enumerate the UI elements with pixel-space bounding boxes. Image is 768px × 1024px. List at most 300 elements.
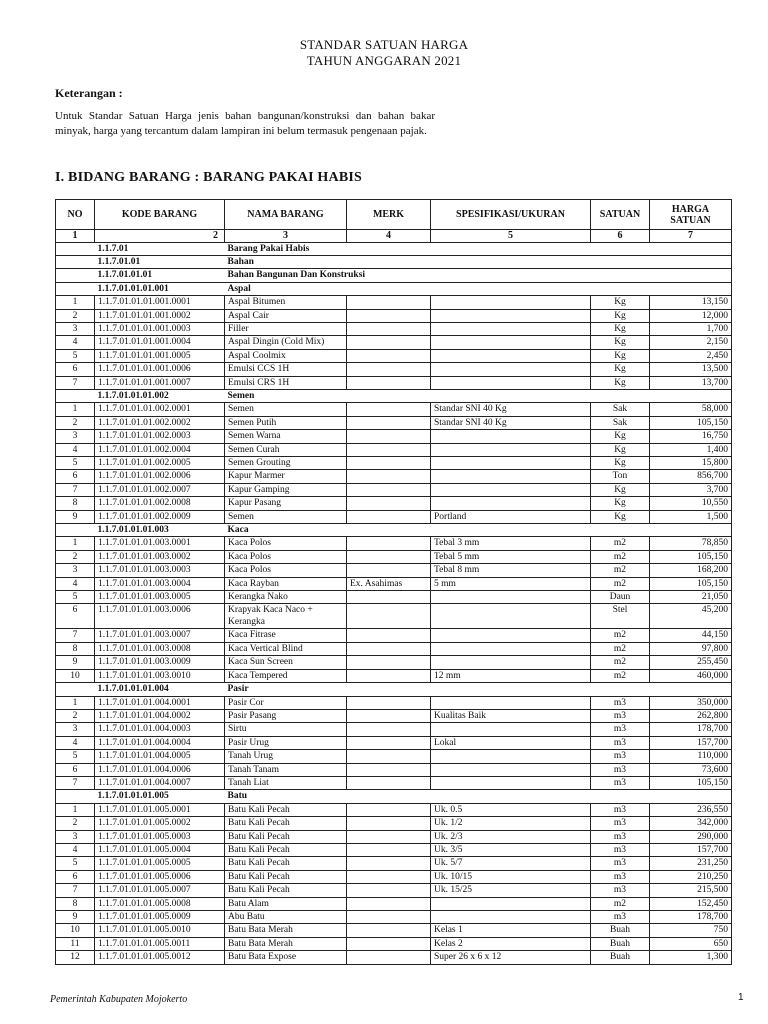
- cell-harga: 460,000: [650, 669, 732, 682]
- cell-merk: [347, 911, 431, 924]
- cell-harga: 255,450: [650, 656, 732, 669]
- price-table: [55, 199, 732, 965]
- cell-satuan: m3: [591, 884, 650, 897]
- cell-nama: Kapur Gamping: [225, 483, 347, 496]
- cell-no: 6: [56, 763, 95, 776]
- cell-satuan: m3: [591, 709, 650, 722]
- cell-satuan: Kg: [591, 510, 650, 523]
- cell-no: 5: [56, 857, 95, 870]
- cell-harga: 215,500: [650, 884, 732, 897]
- cell-no: 7: [56, 629, 95, 642]
- cell-satuan: Kg: [591, 376, 650, 389]
- cell-no: 4: [56, 577, 95, 590]
- cell-kode: 1.1.7.01.01.01.004.0007: [95, 776, 225, 789]
- cell-spesifikasi: [431, 696, 591, 709]
- cell-spesifikasi: [431, 629, 591, 642]
- table-row: [56, 830, 732, 843]
- column-number: 7: [650, 230, 732, 243]
- table-row: [56, 937, 732, 950]
- table-row: [56, 629, 732, 642]
- table-row: [56, 550, 732, 563]
- group-row: [56, 242, 732, 255]
- cell-nama: Emulsi CRS 1H: [225, 376, 347, 389]
- cell-spesifikasi: [431, 309, 591, 322]
- cell-nama: Aspal Dingin (Cold Mix): [225, 336, 347, 349]
- cell-harga: 13,700: [650, 376, 732, 389]
- cell-nama: Batu Bata Expose: [225, 951, 347, 964]
- cell-kode: 1.1.7.01.01.01.001.0006: [95, 363, 225, 376]
- footer-institution: Pemerintah Kabupaten Mojokerto: [50, 994, 188, 1005]
- cell-satuan: Stel: [591, 604, 650, 629]
- table-row: [56, 470, 732, 483]
- cell-merk: [347, 336, 431, 349]
- cell-merk: Ex. Asahimas: [347, 577, 431, 590]
- cell-merk: [347, 510, 431, 523]
- cell-satuan: m3: [591, 803, 650, 816]
- table-row: [56, 363, 732, 376]
- cell-harga: 105,150: [650, 416, 732, 429]
- cell-no: 4: [56, 443, 95, 456]
- cell-harga: 750: [650, 924, 732, 937]
- group-row: [56, 269, 732, 282]
- table-row: [56, 817, 732, 830]
- cell-nama: Batu Kali Pecah: [225, 843, 347, 856]
- cell-merk: [347, 564, 431, 577]
- cell-harga: 1,400: [650, 443, 732, 456]
- cell-nama: Kaca Rayban: [225, 577, 347, 590]
- cell-satuan: m3: [591, 843, 650, 856]
- header-kode-barang: KODE BARANG: [95, 200, 225, 230]
- cell-kode: 1.1.7.01.01.01.005.0003: [95, 830, 225, 843]
- table-row: [56, 497, 732, 510]
- cell-nama: Emulsi CCS 1H: [225, 363, 347, 376]
- cell-no: 8: [56, 642, 95, 655]
- cell-merk: [347, 669, 431, 682]
- cell-merk: [347, 296, 431, 309]
- cell-nama: Tanah Urug: [225, 750, 347, 763]
- cell-spesifikasi: [431, 776, 591, 789]
- cell-satuan: m2: [591, 656, 650, 669]
- cell-merk: [347, 497, 431, 510]
- cell-harga: 157,700: [650, 736, 732, 749]
- cell-merk: [347, 537, 431, 550]
- cell-spesifikasi: Uk. 15/25: [431, 884, 591, 897]
- cell-harga: 105,150: [650, 550, 732, 563]
- cell-harga: 13,500: [650, 363, 732, 376]
- cell-satuan: Kg: [591, 296, 650, 309]
- cell-no: 3: [56, 322, 95, 335]
- cell-no: 12: [56, 951, 95, 964]
- table-row: [56, 911, 732, 924]
- cell-no: 2: [56, 416, 95, 429]
- group-name: Bahan: [225, 255, 732, 268]
- cell-merk: [347, 937, 431, 950]
- cell-harga: 1,500: [650, 510, 732, 523]
- table-row: [56, 349, 732, 362]
- cell-kode: 1.1.7.01.01.01.003.0004: [95, 577, 225, 590]
- cell-spesifikasi: [431, 322, 591, 335]
- cell-spesifikasi: [431, 457, 591, 470]
- document-title: STANDAR SATUAN HARGA: [299, 37, 469, 52]
- cell-merk: [347, 803, 431, 816]
- cell-kode: 1.1.7.01.01.01.004.0003: [95, 723, 225, 736]
- cell-spesifikasi: [431, 763, 591, 776]
- cell-no: 5: [56, 750, 95, 763]
- header-harga-satuan: HARGA SATUAN: [650, 200, 732, 230]
- cell-nama: Kaca Tempered: [225, 669, 347, 682]
- cell-merk: [347, 776, 431, 789]
- header-no: NO: [56, 200, 95, 230]
- cell-harga: 231,250: [650, 857, 732, 870]
- cell-satuan: Kg: [591, 497, 650, 510]
- cell-kode: 1.1.7.01.01.01.002.0002: [95, 416, 225, 429]
- cell-nama: Batu Alam: [225, 897, 347, 910]
- cell-merk: [347, 951, 431, 964]
- document-subtitle: TAHUN ANGGARAN 2021: [306, 53, 462, 68]
- column-number: 3: [225, 230, 347, 243]
- cell-spesifikasi: Uk. 2/3: [431, 830, 591, 843]
- cell-no: 4: [56, 336, 95, 349]
- cell-nama: Pasir Urug: [225, 736, 347, 749]
- cell-spesifikasi: [431, 897, 591, 910]
- cell-satuan: m2: [591, 537, 650, 550]
- cell-satuan: m3: [591, 817, 650, 830]
- table-row: [56, 642, 732, 655]
- cell-nama: Semen: [225, 403, 347, 416]
- cell-satuan: m3: [591, 763, 650, 776]
- cell-satuan: m3: [591, 911, 650, 924]
- cell-harga: 13,150: [650, 296, 732, 309]
- group-row: [56, 790, 732, 803]
- cell-merk: [347, 470, 431, 483]
- cell-no: 8: [56, 497, 95, 510]
- cell-no: 11: [56, 937, 95, 950]
- table-row: [56, 577, 732, 590]
- cell-merk: [347, 349, 431, 362]
- cell-spesifikasi: Standar SNI 40 Kg: [431, 403, 591, 416]
- cell-nama: Pasir Pasang: [225, 709, 347, 722]
- table-row: [56, 296, 732, 309]
- group-code: 1.1.7.01: [95, 242, 225, 255]
- cell-kode: 1.1.7.01.01.01.001.0003: [95, 322, 225, 335]
- cell-no: 7: [56, 884, 95, 897]
- cell-kode: 1.1.7.01.01.01.005.0004: [95, 843, 225, 856]
- table-row: [56, 763, 732, 776]
- header-satuan: SATUAN: [591, 200, 650, 230]
- cell-satuan: m3: [591, 736, 650, 749]
- cell-spesifikasi: Lokal: [431, 736, 591, 749]
- cell-harga: 236,550: [650, 803, 732, 816]
- cell-satuan: Daun: [591, 591, 650, 604]
- cell-nama: Batu Kali Pecah: [225, 870, 347, 883]
- cell-harga: 178,700: [650, 723, 732, 736]
- cell-spesifikasi: Tebal 3 mm: [431, 537, 591, 550]
- cell-kode: 1.1.7.01.01.01.002.0007: [95, 483, 225, 496]
- cell-spesifikasi: [431, 591, 591, 604]
- cell-merk: [347, 924, 431, 937]
- column-number: 5: [431, 230, 591, 243]
- cell-nama: Aspal Bitumen: [225, 296, 347, 309]
- cell-merk: [347, 857, 431, 870]
- cell-harga: 157,700: [650, 843, 732, 856]
- cell-kode: 1.1.7.01.01.01.002.0006: [95, 470, 225, 483]
- group-no-cell: [56, 255, 95, 268]
- cell-satuan: Buah: [591, 951, 650, 964]
- cell-nama: Batu Bata Merah: [225, 924, 347, 937]
- cell-satuan: m2: [591, 577, 650, 590]
- cell-no: 9: [56, 656, 95, 669]
- cell-spesifikasi: [431, 336, 591, 349]
- cell-nama: Semen Grouting: [225, 457, 347, 470]
- cell-spesifikasi: Uk. 10/15: [431, 870, 591, 883]
- cell-no: 2: [56, 709, 95, 722]
- cell-kode: 1.1.7.01.01.01.003.0001: [95, 537, 225, 550]
- table-row: [56, 510, 732, 523]
- cell-merk: [347, 309, 431, 322]
- table-row: [56, 403, 732, 416]
- cell-satuan: Kg: [591, 336, 650, 349]
- cell-merk: [347, 363, 431, 376]
- group-name: Aspal: [225, 282, 732, 295]
- cell-no: 10: [56, 924, 95, 937]
- column-number: 1: [56, 230, 95, 243]
- table-row: [56, 723, 732, 736]
- cell-kode: 1.1.7.01.01.01.001.0004: [95, 336, 225, 349]
- cell-merk: [347, 750, 431, 763]
- cell-nama: Abu Batu: [225, 911, 347, 924]
- group-name: Bahan Bangunan Dan Konstruksi: [225, 269, 732, 282]
- cell-satuan: Kg: [591, 430, 650, 443]
- cell-no: 5: [56, 457, 95, 470]
- group-code: 1.1.7.01.01.01.001: [95, 282, 225, 295]
- group-row: [56, 255, 732, 268]
- cell-merk: [347, 897, 431, 910]
- cell-spesifikasi: [431, 470, 591, 483]
- cell-kode: 1.1.7.01.01.01.005.0006: [95, 870, 225, 883]
- cell-nama: Kaca Polos: [225, 564, 347, 577]
- cell-kode: 1.1.7.01.01.01.004.0002: [95, 709, 225, 722]
- cell-nama: Sirtu: [225, 723, 347, 736]
- cell-kode: 1.1.7.01.01.01.003.0006: [95, 604, 225, 629]
- table-row: [56, 483, 732, 496]
- group-code: 1.1.7.01.01.01: [95, 269, 225, 282]
- group-no-cell: [56, 389, 95, 402]
- cell-spesifikasi: [431, 296, 591, 309]
- cell-satuan: m2: [591, 897, 650, 910]
- cell-no: 4: [56, 736, 95, 749]
- cell-spesifikasi: Tebal 8 mm: [431, 564, 591, 577]
- table-row: [56, 924, 732, 937]
- cell-merk: [347, 322, 431, 335]
- cell-merk: [347, 376, 431, 389]
- cell-satuan: Sak: [591, 403, 650, 416]
- cell-satuan: Kg: [591, 349, 650, 362]
- table-row: [56, 750, 732, 763]
- cell-no: 6: [56, 604, 95, 629]
- cell-spesifikasi: Uk. 3/5: [431, 843, 591, 856]
- cell-merk: [347, 723, 431, 736]
- cell-no: 2: [56, 309, 95, 322]
- cell-nama: Tanah Tanam: [225, 763, 347, 776]
- cell-satuan: Kg: [591, 483, 650, 496]
- group-name: Batu: [225, 790, 732, 803]
- cell-nama: Batu Bata Merah: [225, 937, 347, 950]
- cell-nama: Filler: [225, 322, 347, 335]
- cell-no: 2: [56, 817, 95, 830]
- cell-no: 3: [56, 564, 95, 577]
- cell-kode: 1.1.7.01.01.01.002.0009: [95, 510, 225, 523]
- cell-kode: 1.1.7.01.01.01.005.0007: [95, 884, 225, 897]
- cell-kode: 1.1.7.01.01.01.001.0001: [95, 296, 225, 309]
- cell-kode: 1.1.7.01.01.01.005.0005: [95, 857, 225, 870]
- cell-spesifikasi: Portland: [431, 510, 591, 523]
- cell-nama: Kaca Polos: [225, 550, 347, 563]
- cell-satuan: m2: [591, 564, 650, 577]
- cell-kode: 1.1.7.01.01.01.004.0001: [95, 696, 225, 709]
- cell-kode: 1.1.7.01.01.01.003.0007: [95, 629, 225, 642]
- cell-nama: Semen: [225, 510, 347, 523]
- cell-kode: 1.1.7.01.01.01.003.0003: [95, 564, 225, 577]
- cell-harga: 78,850: [650, 537, 732, 550]
- cell-merk: [347, 403, 431, 416]
- cell-harga: 178,700: [650, 911, 732, 924]
- group-no-cell: [56, 269, 95, 282]
- table-header-row: [56, 200, 732, 230]
- cell-merk: [347, 884, 431, 897]
- cell-satuan: m2: [591, 629, 650, 642]
- cell-harga: 105,150: [650, 577, 732, 590]
- group-row: [56, 389, 732, 402]
- table-row: [56, 336, 732, 349]
- cell-merk: [347, 550, 431, 563]
- cell-kode: 1.1.7.01.01.01.005.0011: [95, 937, 225, 950]
- table-row: [56, 309, 732, 322]
- cell-kode: 1.1.7.01.01.01.005.0010: [95, 924, 225, 937]
- cell-spesifikasi: [431, 430, 591, 443]
- cell-no: 7: [56, 376, 95, 389]
- cell-kode: 1.1.7.01.01.01.005.0009: [95, 911, 225, 924]
- group-code: 1.1.7.01.01.01.003: [95, 524, 225, 537]
- keterangan-text: Untuk Standar Satuan Harga jenis bahan bangunan/konstruksi dan bahan bakar minyak, harga yang tercantum dalam lampiran ini belum termasuk pengenaan pajak.: [55, 110, 435, 137]
- table-row: [56, 443, 732, 456]
- cell-nama: Kaca Polos: [225, 537, 347, 550]
- table-row: [56, 376, 732, 389]
- cell-spesifikasi: 5 mm: [431, 577, 591, 590]
- cell-nama: Batu Kali Pecah: [225, 830, 347, 843]
- group-no-cell: [56, 242, 95, 255]
- table-row: [56, 430, 732, 443]
- cell-satuan: m2: [591, 550, 650, 563]
- cell-no: 4: [56, 843, 95, 856]
- group-code: 1.1.7.01.01.01.002: [95, 389, 225, 402]
- group-name: Semen: [225, 389, 732, 402]
- cell-satuan: m3: [591, 830, 650, 843]
- group-name: Kaca: [225, 524, 732, 537]
- cell-satuan: m3: [591, 776, 650, 789]
- cell-harga: 15,800: [650, 457, 732, 470]
- cell-merk: [347, 870, 431, 883]
- cell-kode: 1.1.7.01.01.01.003.0002: [95, 550, 225, 563]
- cell-no: 2: [56, 550, 95, 563]
- cell-harga: 97,800: [650, 642, 732, 655]
- cell-spesifikasi: Uk. 5/7: [431, 857, 591, 870]
- table-row: [56, 457, 732, 470]
- cell-spesifikasi: [431, 497, 591, 510]
- cell-kode: 1.1.7.01.01.01.005.0012: [95, 951, 225, 964]
- group-row: [56, 524, 732, 537]
- column-number-row: [56, 230, 732, 243]
- table-row: [56, 736, 732, 749]
- cell-spesifikasi: [431, 483, 591, 496]
- cell-harga: 262,800: [650, 709, 732, 722]
- cell-satuan: Sak: [591, 416, 650, 429]
- cell-nama: Batu Kali Pecah: [225, 884, 347, 897]
- cell-satuan: Kg: [591, 309, 650, 322]
- cell-satuan: m2: [591, 642, 650, 655]
- cell-harga: 45,200: [650, 604, 732, 629]
- cell-nama: Semen Warna: [225, 430, 347, 443]
- cell-no: 1: [56, 696, 95, 709]
- group-name: Barang Pakai Habis: [225, 242, 732, 255]
- table-row: [56, 591, 732, 604]
- table-row: [56, 416, 732, 429]
- cell-nama: Semen Putih: [225, 416, 347, 429]
- group-code: 1.1.7.01.01.01.004: [95, 683, 225, 696]
- cell-spesifikasi: [431, 376, 591, 389]
- page-number: 1: [738, 992, 744, 1003]
- cell-harga: 856,700: [650, 470, 732, 483]
- cell-harga: 21,050: [650, 591, 732, 604]
- cell-harga: 3,700: [650, 483, 732, 496]
- cell-spesifikasi: [431, 604, 591, 629]
- cell-no: 10: [56, 669, 95, 682]
- group-name: Pasir: [225, 683, 732, 696]
- cell-no: 7: [56, 776, 95, 789]
- group-code: 1.1.7.01.01.01.005: [95, 790, 225, 803]
- cell-no: 1: [56, 403, 95, 416]
- cell-spesifikasi: Uk. 1/2: [431, 817, 591, 830]
- cell-satuan: m3: [591, 696, 650, 709]
- section-title: I. BIDANG BARANG : BARANG PAKAI HABIS: [55, 170, 362, 185]
- cell-merk: [347, 736, 431, 749]
- cell-kode: 1.1.7.01.01.01.005.0001: [95, 803, 225, 816]
- cell-merk: [347, 642, 431, 655]
- cell-no: 1: [56, 537, 95, 550]
- cell-no: 9: [56, 510, 95, 523]
- cell-no: 5: [56, 349, 95, 362]
- cell-kode: 1.1.7.01.01.01.005.0008: [95, 897, 225, 910]
- cell-harga: 290,000: [650, 830, 732, 843]
- cell-nama: Aspal Cair: [225, 309, 347, 322]
- cell-no: 7: [56, 483, 95, 496]
- cell-satuan: Buah: [591, 924, 650, 937]
- column-number: 6: [591, 230, 650, 243]
- cell-kode: 1.1.7.01.01.01.002.0001: [95, 403, 225, 416]
- cell-merk: [347, 430, 431, 443]
- cell-spesifikasi: 12 mm: [431, 669, 591, 682]
- cell-harga: 350,000: [650, 696, 732, 709]
- header-merk: MERK: [347, 200, 431, 230]
- cell-spesifikasi: [431, 642, 591, 655]
- cell-satuan: Buah: [591, 937, 650, 950]
- cell-harga: 168,200: [650, 564, 732, 577]
- cell-harga: 44,150: [650, 629, 732, 642]
- group-row: [56, 282, 732, 295]
- cell-no: 6: [56, 870, 95, 883]
- cell-merk: [347, 483, 431, 496]
- cell-spesifikasi: [431, 750, 591, 763]
- table-row: [56, 951, 732, 964]
